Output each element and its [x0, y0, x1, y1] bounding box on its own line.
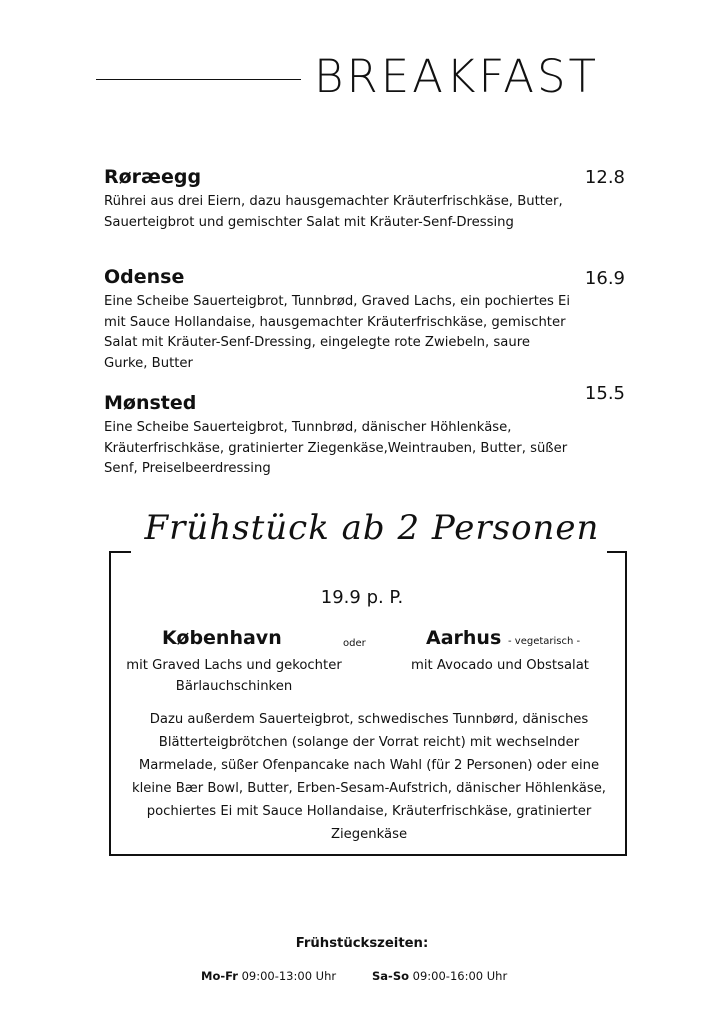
- hours-title: Frühstückszeiten:: [295, 936, 429, 951]
- box-top-border-right: [607, 551, 627, 553]
- page-title: BREAKFAST: [314, 50, 600, 103]
- menu-item-description: Eine Scheibe Sauerteigbrot, Tunnbrød, Graved Lachs, ein pochiertes Ei mit Sauce Hollandaise, hausgemachter Kräuterfrischkäse, gemischter Salat mit Kräuter-Senf-Dressing, eingelegte rote Zwiebeln, saure Gurke, Butter: [104, 294, 571, 371]
- option-description-kobenhavn: mit Graved Lachs und gekochter Bärlauchschinken: [126, 658, 342, 694]
- menu-item-price: 12.8: [584, 167, 625, 188]
- menu-item: [104, 392, 574, 480]
- hours-weekday: [201, 969, 336, 983]
- menu-item-description: Eine Scheibe Sauerteigbrot, Tunnbrød, dänischer Höhlenkäse, Kräuterfrischkäse, gratinierter Ziegenkäse,Weintrauben, Butter, süßer Senf, Preiselbeerdressing: [104, 420, 568, 476]
- hours-weekday-label: Mo-Fr: [201, 969, 238, 983]
- title-divider-line: [96, 79, 301, 80]
- hours-weekend: [372, 969, 507, 983]
- hours-weekend-time: 09:00-16:00 Uhr: [412, 969, 508, 983]
- menu-item: [104, 266, 574, 374]
- group-breakfast-heading: Frühstück ab 2 Personen: [144, 508, 600, 548]
- menu-item-description: Rührei aus drei Eiern, dazu hausgemachter Kräuterfrischkäse, Butter, Sauerteigbrot und gemischter Salat mit Kräuter-Senf-Dressing: [104, 194, 563, 230]
- menu-item-name: Odense: [104, 266, 185, 288]
- group-breakfast-description: Dazu außerdem Sauerteigbrot, schwedisches Tunnbørd, dänisches Blätterteigbrötchen (solange der Vorrat reicht) mit wechselnder Marmelade, süßer Ofenpancake nach Wahl (für 2 Personen) oder eine kleine Bær Bowl, Butter, Erben-Sesam-Aufstrich, dänischer Höhlenkäse, pochiertes Ei mit Sauce Hollandaise, Kräuterfrischkäse, gratinierter Ziegenkäse: [131, 712, 607, 842]
- hours-weekend-label: Sa-So: [372, 969, 409, 983]
- menu-item-name: Røræegg: [104, 166, 202, 188]
- menu-item-price: 15.5: [584, 383, 625, 404]
- group-breakfast-price: 19.9 p. P.: [320, 587, 404, 608]
- option-name-kobenhavn: København: [162, 627, 282, 649]
- menu-item-price: 16.9: [584, 268, 625, 289]
- option-name-aarhus: Aarhus: [426, 627, 502, 649]
- vegetarian-note: - vegetarisch -: [508, 636, 581, 647]
- hours-weekday-time: 09:00-13:00 Uhr: [241, 969, 337, 983]
- box-top-border-left: [109, 551, 131, 553]
- menu-item: [104, 166, 574, 233]
- menu-item-name: Mønsted: [104, 392, 197, 414]
- or-label: oder: [343, 638, 366, 649]
- option-description-aarhus: mit Avocado und Obstsalat: [411, 658, 589, 673]
